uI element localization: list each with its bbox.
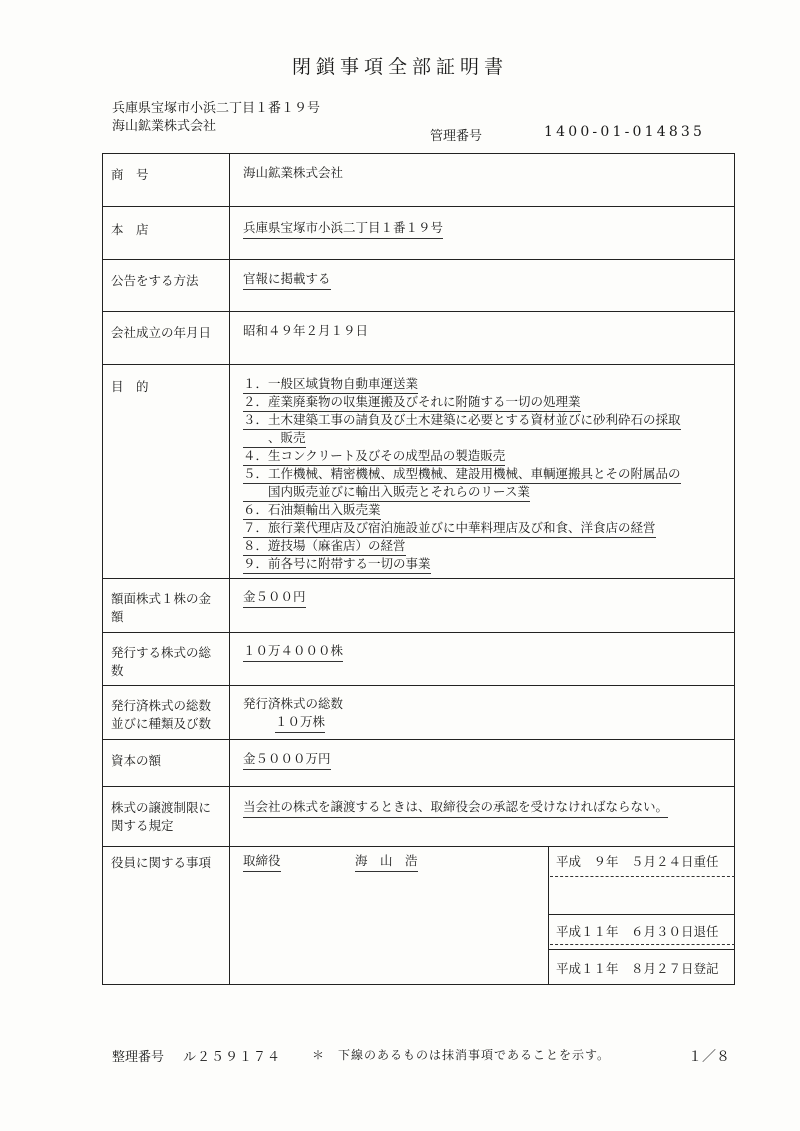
- label-purpose: 目 的: [111, 379, 149, 394]
- value-issued-1: 発行済株式の総数: [243, 696, 344, 711]
- label-authorized-1: 発行する株式の総: [111, 645, 212, 660]
- history-dashed-divider: [550, 876, 735, 877]
- label-transfer-1: 株式の譲渡制限に: [111, 800, 212, 815]
- officer-name: 海 山 浩: [355, 852, 418, 872]
- purpose-item: ９．前各号に附帯する一切の事業: [243, 556, 431, 574]
- management-number: 1400-01-014835: [544, 124, 706, 140]
- registry-table: [102, 153, 735, 985]
- footer-note: ＊ 下線のあるものは抹消事項であることを示す。: [312, 1048, 611, 1062]
- value-par-value: 金５００円: [243, 588, 306, 608]
- label-notice: 公告をする方法: [111, 273, 199, 288]
- officer-history-registered: 平成１１年 ８月２７日登記: [556, 961, 719, 976]
- purpose-item: １．一般区域貨物自動車運送業: [243, 376, 418, 394]
- label-column-divider: [229, 154, 230, 984]
- value-notice: 官報に掲載する: [243, 270, 331, 290]
- value-issued-2: １０万株: [275, 713, 325, 733]
- label-transfer-2: 関する規定: [111, 818, 174, 833]
- officer-role: 取締役: [243, 852, 281, 872]
- label-trade-name: 商 号: [111, 167, 149, 182]
- officer-history-reappointed: 平成 ９年 ５月２４日重任: [556, 854, 719, 869]
- header-company: 海山鉱業株式会社: [112, 119, 217, 134]
- purpose-item: ８．遊技場（麻雀店）の経営: [243, 538, 406, 556]
- label-established: 会社成立の年月日: [111, 325, 212, 340]
- document-title: 閉鎖事項全部証明書: [291, 56, 508, 78]
- management-label: 管理番号: [430, 129, 483, 144]
- purpose-item: ３．土木建築工事の請負及び土木建築に必要とする資材並びに砂利砕石の採取: [243, 412, 681, 430]
- purpose-item: ６．石油類輸出入販売業: [243, 502, 381, 520]
- purpose-item: ２．産業廃棄物の収集運搬及びそれに附随する一切の処理業: [243, 394, 581, 412]
- footer-ref-number: ル２５９１７４: [183, 1050, 282, 1065]
- label-issued-1: 発行済株式の総数: [111, 698, 212, 713]
- label-head-office: 本 店: [111, 222, 149, 237]
- value-head-office: 兵庫県宝塚市小浜二丁目１番１９号: [243, 219, 443, 239]
- label-authorized-2: 数: [111, 663, 124, 678]
- history-dashed-divider: [550, 944, 735, 945]
- purpose-item: ７．旅行業代理店及び宿泊施設並びに中華料理店及び和食、洋食店の経営: [243, 520, 656, 538]
- purpose-item: ５．工作機械、精密機械、成型機械、建設用機械、車輌運搬具とその附属品の: [243, 466, 681, 484]
- label-par-value-1: 額面株式１株の金: [111, 591, 212, 606]
- label-issued-2: 並びに種類及び数: [111, 716, 212, 731]
- purpose-item: 、販売: [243, 430, 306, 448]
- value-trade-name: 海山鉱業株式会社: [243, 165, 344, 180]
- footer-ref-label: 整理番号: [112, 1050, 165, 1065]
- page-number: １／８: [688, 1049, 730, 1065]
- value-established: 昭和４９年２月１９日: [243, 323, 369, 338]
- header-address: 兵庫県宝塚市小浜二丁目１番１９号: [112, 101, 321, 116]
- officer-history-retired: 平成１１年 ６月３０日退任: [556, 924, 719, 939]
- value-capital: 金５０００万円: [243, 750, 331, 770]
- label-officers: 役員に関する事項: [111, 855, 212, 870]
- value-transfer: 当会社の株式を譲渡するときは、取締役会の承認を受けなければならない。: [243, 798, 668, 818]
- label-capital: 資本の額: [111, 753, 162, 768]
- label-par-value-2: 額: [111, 609, 124, 624]
- purpose-item: 国内販売並びに輸出入販売とそれらのリース業: [243, 484, 530, 502]
- history-column-divider: [548, 846, 549, 984]
- value-authorized: １０万４０００株: [243, 642, 343, 662]
- purpose-item: ４．生コンクリート及びその成型品の製造販売: [243, 448, 505, 466]
